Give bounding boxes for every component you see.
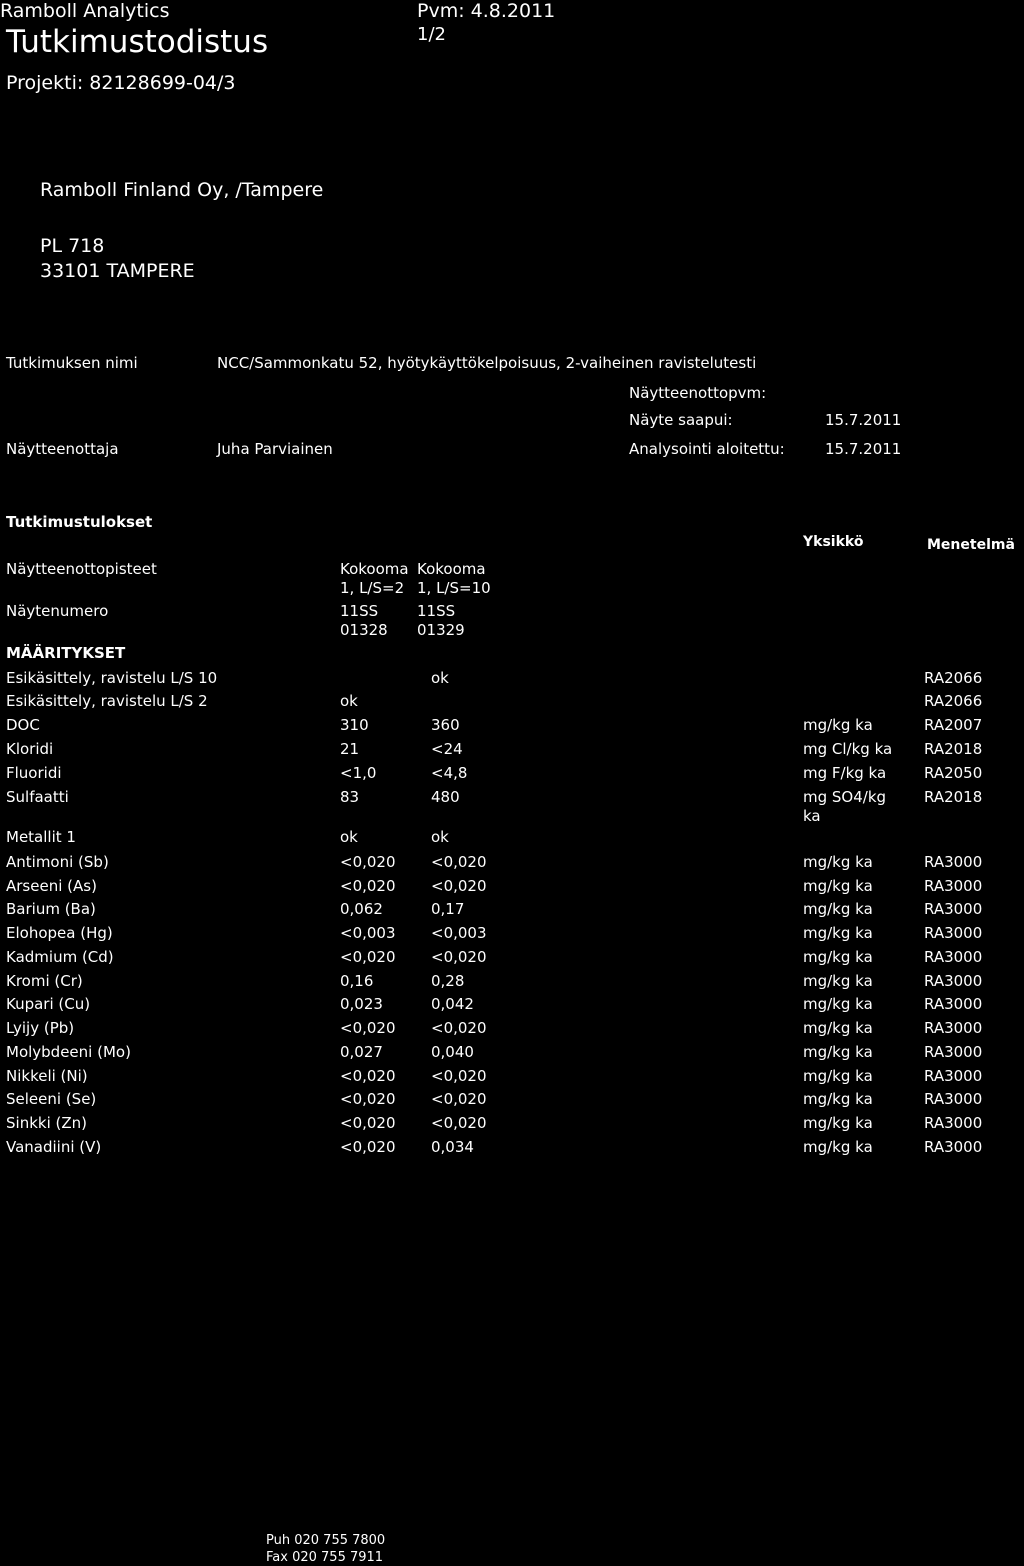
row-method: RA3000 — [924, 1043, 983, 1061]
received-label: Näyte saapui: — [629, 411, 733, 429]
row-name: Fluoridi — [6, 764, 62, 782]
footer-phone: Puh 020 755 7800 — [266, 1533, 386, 1548]
study-name-value: NCC/Sammonkatu 52, hyötykäyttökelpoisuus, 2-vaiheinen ravistelutesti — [217, 354, 757, 372]
row-method: RA2050 — [924, 764, 983, 782]
row-value-1: ok — [340, 692, 358, 710]
row-value-1: <0,020 — [340, 1019, 396, 1037]
row-method: RA3000 — [924, 1114, 983, 1132]
row-method: RA3000 — [924, 853, 983, 871]
row-method: RA3000 — [924, 900, 983, 918]
sample-2-line1: 11SS — [417, 602, 456, 620]
sample-2-line2: 01329 — [417, 621, 465, 639]
row-value-1: 0,023 — [340, 995, 383, 1013]
row-value-1: <0,020 — [340, 1067, 396, 1085]
sampling-point-1-line1: Kokooma — [340, 560, 409, 578]
row-unit-line2: ka — [803, 807, 821, 825]
row-unit: mg/kg ka — [803, 972, 873, 990]
row-value-1: <0,003 — [340, 924, 396, 942]
row-value-2: 0,042 — [431, 995, 474, 1013]
row-unit: mg/kg ka — [803, 1067, 873, 1085]
recipient-po-box: PL 718 — [40, 235, 105, 257]
row-value-2: <0,020 — [431, 877, 487, 895]
row-value-2: <0,020 — [431, 1067, 487, 1085]
row-method: RA3000 — [924, 1067, 983, 1085]
row-value-1: 0,027 — [340, 1043, 383, 1061]
row-unit: mg/kg ka — [803, 716, 873, 734]
row-value-2: ok — [431, 669, 449, 687]
row-value-1: <1,0 — [340, 764, 377, 782]
sample-1-line2: 01328 — [340, 621, 388, 639]
row-value-2: <24 — [431, 740, 463, 758]
row-value-2: 480 — [431, 788, 460, 806]
unit-column-header: Yksikkö — [803, 534, 864, 550]
analysis-start-label: Analysointi aloitettu: — [629, 440, 785, 458]
row-name: Seleeni (Se) — [6, 1090, 97, 1108]
row-name: Kupari (Cu) — [6, 995, 91, 1013]
row-value-1: 83 — [340, 788, 360, 806]
row-unit: mg/kg ka — [803, 853, 873, 871]
row-value-2: 0,034 — [431, 1138, 474, 1156]
row-unit: mg/kg ka — [803, 1114, 873, 1132]
row-method: RA3000 — [924, 1090, 983, 1108]
row-unit: mg/kg ka — [803, 1019, 873, 1037]
sampler-value: Juha Parviainen — [217, 440, 333, 458]
row-unit: mg Cl/kg ka — [803, 740, 893, 758]
row-method: RA3000 — [924, 1138, 983, 1156]
row-value-1: 310 — [340, 716, 369, 734]
recipient-postal: 33101 TAMPERE — [40, 260, 195, 282]
analysis-start-value: 15.7.2011 — [825, 440, 902, 458]
row-unit: mg/kg ka — [803, 1043, 873, 1061]
row-value-2: <4,8 — [431, 764, 468, 782]
row-unit: mg/kg ka — [803, 877, 873, 895]
received-value: 15.7.2011 — [825, 411, 902, 429]
row-unit: mg/kg ka — [803, 995, 873, 1013]
sampling-point-1-line2: 1, L/S=2 — [340, 579, 405, 597]
row-unit: mg F/kg ka — [803, 764, 887, 782]
row-name: Arseeni (As) — [6, 877, 97, 895]
sample-1-line1: 11SS — [340, 602, 379, 620]
row-value-1: <0,020 — [340, 877, 396, 895]
row-method: RA2018 — [924, 788, 983, 806]
row-value-1: 21 — [340, 740, 360, 758]
sampling-points-label: Näytteenottopisteet — [6, 560, 157, 578]
row-value-1: ok — [340, 828, 358, 846]
row-value-2: <0,020 — [431, 948, 487, 966]
row-value-1: <0,020 — [340, 1090, 396, 1108]
row-method: RA3000 — [924, 972, 983, 990]
row-value-2: <0,003 — [431, 924, 487, 942]
sampler-label: Näytteenottaja — [6, 440, 119, 458]
row-name: Elohopea (Hg) — [6, 924, 113, 942]
row-method: RA2066 — [924, 669, 983, 687]
row-value-2: <0,020 — [431, 1090, 487, 1108]
document-title: Tutkimustodistus — [6, 24, 269, 60]
row-value-1: 0,16 — [340, 972, 374, 990]
recipient-name: Ramboll Finland Oy, /Tampere — [40, 179, 324, 201]
sampling-point-2-line2: 1, L/S=10 — [417, 579, 491, 597]
row-value-1: 0,062 — [340, 900, 383, 918]
row-unit: mg/kg ka — [803, 924, 873, 942]
results-title: Tutkimustulokset — [6, 513, 153, 531]
row-value-2: ok — [431, 828, 449, 846]
row-name: Molybdeeni (Mo) — [6, 1043, 131, 1061]
row-name: Sulfaatti — [6, 788, 69, 806]
method-column-header: Menetelmä — [927, 537, 1015, 553]
row-method: RA2007 — [924, 716, 983, 734]
row-name: Antimoni (Sb) — [6, 853, 109, 871]
row-method: RA3000 — [924, 995, 983, 1013]
row-value-2: <0,020 — [431, 853, 487, 871]
determinations-header: MÄÄRITYKSET — [6, 644, 126, 662]
row-method: RA3000 — [924, 1019, 983, 1037]
row-value-2: 0,040 — [431, 1043, 474, 1061]
row-value-2: 0,17 — [431, 900, 465, 918]
row-name: DOC — [6, 716, 40, 734]
row-value-2: 0,28 — [431, 972, 465, 990]
row-method: RA3000 — [924, 924, 983, 942]
row-value-2: <0,020 — [431, 1019, 487, 1037]
row-method: RA2066 — [924, 692, 983, 710]
row-value-1: <0,020 — [340, 853, 396, 871]
sampling-point-2-line1: Kokooma — [417, 560, 486, 578]
row-name: Kadmium (Cd) — [6, 948, 114, 966]
row-value-2: <0,020 — [431, 1114, 487, 1132]
sampling-date-label: Näytteenottopvm: — [629, 384, 767, 402]
page-number: 1/2 — [417, 24, 446, 45]
row-name: Esikäsittely, ravistelu L/S 10 — [6, 669, 218, 687]
row-value-1: <0,020 — [340, 1114, 396, 1132]
study-name-label: Tutkimuksen nimi — [6, 354, 138, 372]
row-value-1: <0,020 — [340, 948, 396, 966]
sample-number-label: Näytenumero — [6, 602, 109, 620]
row-name: Kromi (Cr) — [6, 972, 83, 990]
row-unit: mg/kg ka — [803, 1090, 873, 1108]
company-name: Ramboll Analytics — [0, 0, 170, 22]
footer-fax: Fax 020 755 7911 — [266, 1550, 384, 1565]
row-value-1: <0,020 — [340, 1138, 396, 1156]
row-name: Nikkeli (Ni) — [6, 1067, 88, 1085]
row-name: Barium (Ba) — [6, 900, 96, 918]
row-method: RA3000 — [924, 948, 983, 966]
project-number: Projekti: 82128699-04/3 — [6, 72, 236, 94]
row-unit: mg/kg ka — [803, 948, 873, 966]
row-name: Metallit 1 — [6, 828, 76, 846]
row-name: Vanadiini (V) — [6, 1138, 102, 1156]
row-name: Kloridi — [6, 740, 54, 758]
row-unit: mg/kg ka — [803, 900, 873, 918]
row-method: RA3000 — [924, 877, 983, 895]
row-unit: mg SO4/kg — [803, 788, 887, 806]
row-name: Sinkki (Zn) — [6, 1114, 87, 1132]
document-date: Pvm: 4.8.2011 — [417, 0, 556, 22]
row-method: RA2018 — [924, 740, 983, 758]
row-name: Esikäsittely, ravistelu L/S 2 — [6, 692, 208, 710]
row-unit: mg/kg ka — [803, 1138, 873, 1156]
row-name: Lyijy (Pb) — [6, 1019, 75, 1037]
row-value-2: 360 — [431, 716, 460, 734]
